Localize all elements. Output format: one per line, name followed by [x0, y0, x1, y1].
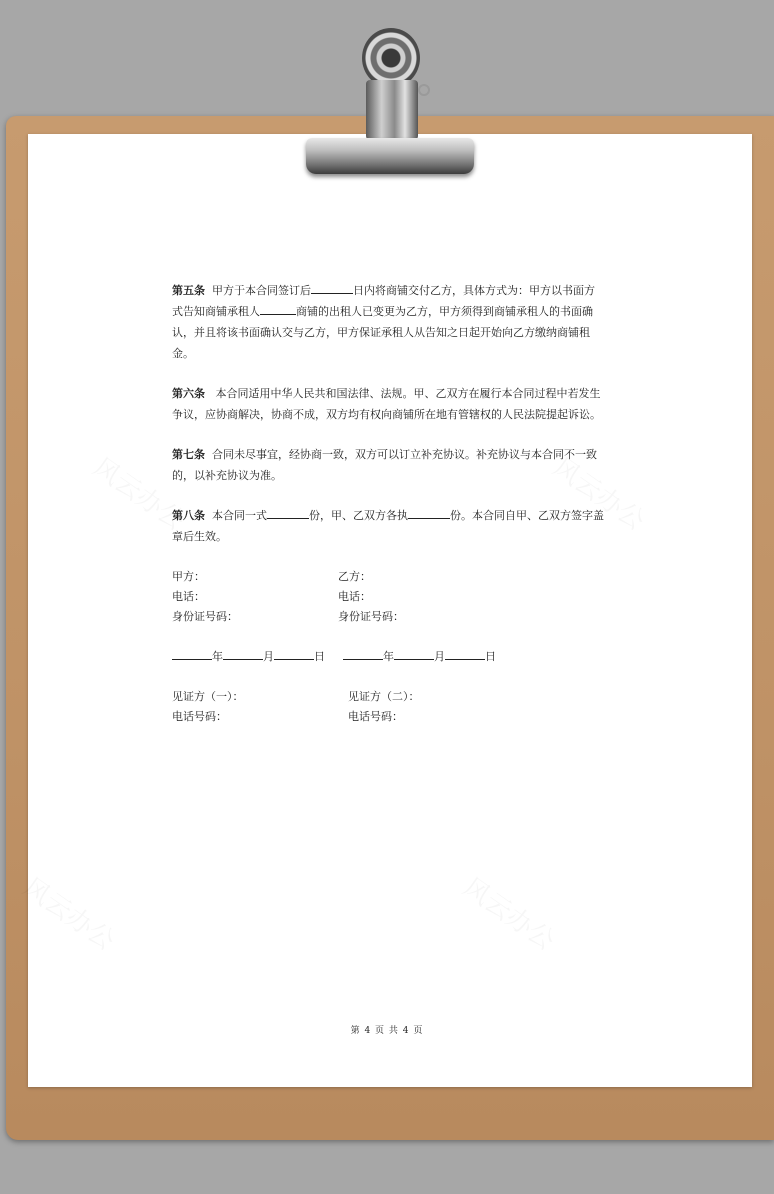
watermark: [457, 868, 563, 958]
witness-2-label: 见证方（二）：: [348, 690, 420, 703]
clause-8: [172, 505, 604, 547]
party-a-phone-label: 电话：: [172, 590, 205, 603]
clause-heading: 第八条: [172, 509, 205, 522]
clip-neck: [366, 80, 418, 140]
fill-blank: [172, 647, 212, 660]
witness-2-phone-label: 电话号码：: [348, 710, 403, 723]
party-b-label: 乙方：: [338, 570, 371, 583]
fill-blank: [343, 647, 383, 660]
binder-clip-icon: [306, 138, 474, 174]
clause-text: 本合同适用中华人民共和国法律、法规。甲、乙双方在履行本合同过程中若发生争议，应协商解决，协商不成，双方均有权向商铺所在地有管辖权的人民法院提起诉讼。: [172, 387, 601, 421]
party-a-id-label: 身份证号码：: [172, 610, 238, 623]
clause-text: 甲方于本合同签订后: [212, 284, 311, 297]
clause-5: [172, 280, 604, 364]
fill-blank: [408, 506, 450, 519]
date-line: [172, 646, 604, 666]
clause-heading: 第七条: [172, 448, 205, 461]
clause-text: 商铺的出租人已变更为乙方，甲方须得到商铺承租人的书面确认，并且将该书面确认交与乙方，甲方保证承租人从告知之日起开始向乙方缴纳商铺租金。: [172, 305, 593, 360]
clause-heading: 第五条: [172, 284, 205, 297]
month-label: 月: [263, 650, 274, 663]
signature-block: [172, 566, 604, 626]
fill-blank: [267, 506, 309, 519]
clip-hinge: [418, 84, 430, 96]
clause-heading: 第六条: [172, 387, 205, 400]
month-label: 月: [434, 650, 445, 663]
witness-block: [172, 686, 604, 726]
clip-ring: [362, 28, 420, 88]
party-b-phone-label: 电话：: [338, 590, 371, 603]
fill-blank: [260, 302, 296, 315]
fill-blank: [445, 647, 485, 660]
fill-blank: [311, 281, 353, 294]
clause-text: 合同未尽事宜，经协商一致，双方可以订立补充协议。补充协议与本合同不一致的，以补充协议为准。: [172, 448, 597, 482]
fill-blank: [274, 647, 314, 660]
witness-1-label: 见证方（一）：: [172, 690, 244, 703]
fill-blank: [394, 647, 434, 660]
page-number: 第 4 页 共 4 页: [350, 1026, 424, 1036]
year-label: 年: [383, 650, 394, 663]
day-label: 日: [485, 650, 496, 663]
fill-blank: [223, 647, 263, 660]
clause-6: [172, 383, 604, 425]
clause-text: 份，甲、乙双方各执: [309, 509, 408, 522]
clause-text: 日内将商铺交付乙方，具体方式为：甲方以书面方式告知商铺承租人: [172, 284, 595, 318]
clause-text: 份。本合同自甲、乙双方签字盖章后生效。: [172, 509, 604, 543]
party-b-id-label: 身份证号码：: [338, 610, 404, 623]
year-label: 年: [212, 650, 223, 663]
witness-1-phone-label: 电话号码：: [172, 710, 227, 723]
clause-text: 本合同一式: [212, 509, 267, 522]
party-a-label: 甲方：: [172, 570, 205, 583]
day-label: 日: [314, 650, 325, 663]
date-b: [343, 646, 496, 667]
date-a: [172, 646, 325, 667]
contract-body: [172, 280, 604, 726]
watermark: [17, 868, 123, 958]
clause-7: [172, 444, 604, 486]
